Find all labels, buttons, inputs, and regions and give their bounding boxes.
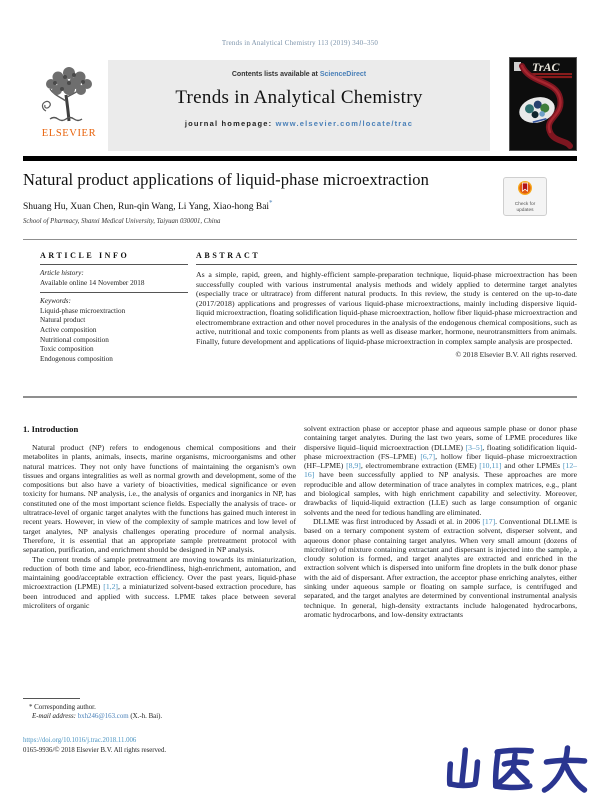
homepage-line <box>108 119 490 128</box>
email-suffix: (X.-h. Bai). <box>130 713 163 720</box>
footnote-rule <box>23 698 80 699</box>
elsevier-logo-text: ELSEVIER <box>41 128 97 139</box>
keyword-item: Active composition <box>40 325 97 334</box>
citation-ref[interactable]: [12–16] <box>304 461 578 480</box>
doi-link[interactable]: https://doi.org/10.1016/j.trac.2018.11.006 <box>23 737 137 744</box>
journal-header-box <box>108 60 490 151</box>
available-online-text: Available online 14 November 2018 <box>40 278 145 287</box>
citation-ref[interactable]: [6,7] <box>420 451 436 461</box>
sciencedirect-link[interactable]: ScienceDirect <box>319 71 367 78</box>
homepage-link[interactable]: www.elsevier.com/locate/trac <box>275 119 414 128</box>
keyword-item: Endogenous composition <box>40 354 113 363</box>
section-rule-top <box>23 239 577 240</box>
email-line <box>23 712 296 721</box>
email-label: E-mail address: <box>32 713 76 720</box>
body-paragraph: The current trends of sample pretreatment are moving towards its miniaturization, reduction of both time and labor, eco-friendliness, high-enrichment, automation, and maintaining good/acceptable extraction efficiency. Over the past years, liquid-phase microextraction (LPME) [1,2], a miniaturized solvent-based extraction procedure, has been introduced and applied with success. LPME takes place between several microliters of organic <box>23 554 296 611</box>
abstract-heading: ABSTRACT <box>196 251 261 260</box>
body-column-right <box>304 424 577 619</box>
contents-line <box>108 71 490 78</box>
abstract-column <box>196 251 577 359</box>
journal-cover-art <box>510 58 576 150</box>
article-info-column <box>40 251 188 364</box>
keyword-item: Toxic composition <box>40 345 94 354</box>
contents-prefix: Contents lists available at <box>231 71 318 78</box>
authors-text: Shuang Hu, Xuan Chen, Run-qin Wang, Li Yang, Xiao-hong Bai <box>23 202 270 213</box>
corresponding-author-note: * Corresponding author. <box>29 704 96 711</box>
check-for-updates-badge[interactable] <box>503 177 547 216</box>
body-paragraph: solvent extraction phase or acceptor phase and aqueous sample phase or donor phase containing target analytes. During the last two years, some of LPME procedures like dispersive liquid–liquid microextraction (DLLME) [3–5], floating solidification liquid-phase microextraction (FS–LPME) [6,7], hollow fiber liquid–phase microextraction (HF–LPME) [8,9], electromembrane extraction (EME) [10,11] and other LPMEs [12–16] have been successfully applied to NP analysis. These approaches are more reproducible and allow determination of trace analytes in complex matrices, e.g., plant and biological samples, with high enrichment capability and selectivity. Moreover, drawbacks of liquid-liquid extraction (LLE) such as large consumption of organic solvents and the need for tedious handling are eliminated. <box>304 424 578 517</box>
keyword-item: Liquid-phase microextraction <box>40 306 126 315</box>
elsevier-tree-icon <box>36 61 102 125</box>
check-for-updates-label: Check for updates <box>514 202 536 213</box>
section-rule-bottom <box>23 396 577 398</box>
body-paragraph: Natural product (NP) refers to endogenous chemical compositions and their metabolites in plants, animals, insects, marine organisms, microorganisms and other natural matrices. They not only have functions of maintaining the organism's own tissues and organs integralities as well as normal growth and development, some of the compositions but also have a variety of bioactivities, medical significance or even toxicity for humans. NP analysis, i.e., the analysis of organics and inorganics in NP, has constituted one of the most important science fields. Especially the analysis of trace- or ultratrace-level of organic target analytes with the functions has gained much interest in recent years. However, in view of the complexity of sample matrices and low level of target analytes, NP analysis challenges operating procedure of normal analysis. Therefore, it is essential that an appropriate sample pretreatment protocol with separation, purification, and enrichment should be designed in NP analysis. <box>23 443 296 555</box>
article-info-heading: ARTICLE INFO <box>40 251 130 260</box>
body-paragraph: DLLME was first introduced by Assadi et al. in 2006 [17]. Conventional DLLME is based on a ternary component system of extraction solvent, disperser solvent, and aqueous donor phase containing target analytes. When very small amount (dozens of microliter) of mixture containing extractant and dispersant is injected into the sample, a cloudy solution is formed, and target analytes are extracted and enriched in the extraction solvent which is dispersed into uniform fine droplets in the bulk donor phase with the aid of dispersant. After extraction, the acceptor phase enriching analytes, either sinking under aqueous sample or floating on sample surface, is centrifuged and separated, and the target analytes are determined by conventional instrumental analysis technique. In general, high-density extractants include halogenated hydrocarbons, aromatic hydrocarbons, and low-density extractants <box>304 516 578 619</box>
abstract-copyright: © 2018 Elsevier B.V. All rights reserved. <box>455 350 577 359</box>
keywords-label: Keywords: <box>40 297 71 306</box>
affiliation-text: School of Pharmacy, Shanxi Medical University, Taiyuan 030001, China <box>23 218 221 226</box>
elsevier-logo <box>29 61 109 150</box>
header-divider-rule <box>23 156 577 161</box>
page-title: Natural product applications of liquid-phase microextraction <box>23 170 429 189</box>
article-history-label: Article history: <box>40 269 84 277</box>
citation-ref[interactable]: [17] <box>482 516 496 526</box>
journal-header <box>23 60 577 151</box>
article-info-divider-rule <box>40 292 188 293</box>
check-for-updates-icon <box>517 180 533 196</box>
keyword-item: Nutritional composition <box>40 335 109 344</box>
homepage-label: journal homepage: <box>184 119 273 128</box>
footnote-block <box>23 698 296 721</box>
introduction-heading: 1. Introduction <box>23 424 79 434</box>
journal-title: Trends in Analytical Chemistry <box>175 87 423 108</box>
body-column-left <box>23 424 296 610</box>
authors-line <box>23 199 493 212</box>
citation-ref[interactable]: [10,11] <box>479 461 502 471</box>
citation-ref[interactable]: [8,9] <box>346 461 361 471</box>
citation-ref[interactable]: [1,2] <box>103 582 118 592</box>
journal-cover-thumbnail <box>509 57 577 151</box>
watermark-stamp <box>442 740 592 796</box>
journal-citation: Trends in Analytical Chemistry 113 (2019) 340–350 <box>221 39 379 47</box>
abstract-heading-rule <box>196 264 577 265</box>
article-info-heading-rule <box>40 264 188 265</box>
keyword-item: Natural product <box>40 316 86 325</box>
watermark-calligraphy <box>442 740 592 796</box>
footer-identifiers <box>23 736 166 755</box>
cover-title-text: TrAC <box>532 60 560 74</box>
email-link[interactable]: bxh246@163.com <box>77 713 129 720</box>
citation-ref[interactable]: [3–5] <box>465 442 483 452</box>
title-block <box>23 170 493 225</box>
issn-copyright-line: 0165-9936/© 2018 Elsevier B.V. All rights reserved. <box>23 746 167 754</box>
abstract-text: As a simple, rapid, green, and highly-efficient sample-preparation technique, liquid-phase microextraction has been successfully coupled with various instrumental analysis methods and widely applied to determine target analytes (especially trace or ultratrace) from different natural products. In this review, the study is centered on the up-to-date (2017/2018) applications and progresses of various liquid-phase microextractions, mainly including dispersive liquid-liquid microextraction, floating solidification liquid-phase microextraction, hollow fiber liquid-phase microextraction and electromembrane extraction and other novel procedures in the analysis of the endogenous chemical compositions, such as active, nutritional and toxic components from plants as well as disease marker, hormone, neurotransmitters from animals. Finally, future development and applications of liquid-phase microextraction in complex sample analysis are prospected. <box>196 270 577 346</box>
corresponding-author-mark[interactable]: * <box>269 199 273 207</box>
